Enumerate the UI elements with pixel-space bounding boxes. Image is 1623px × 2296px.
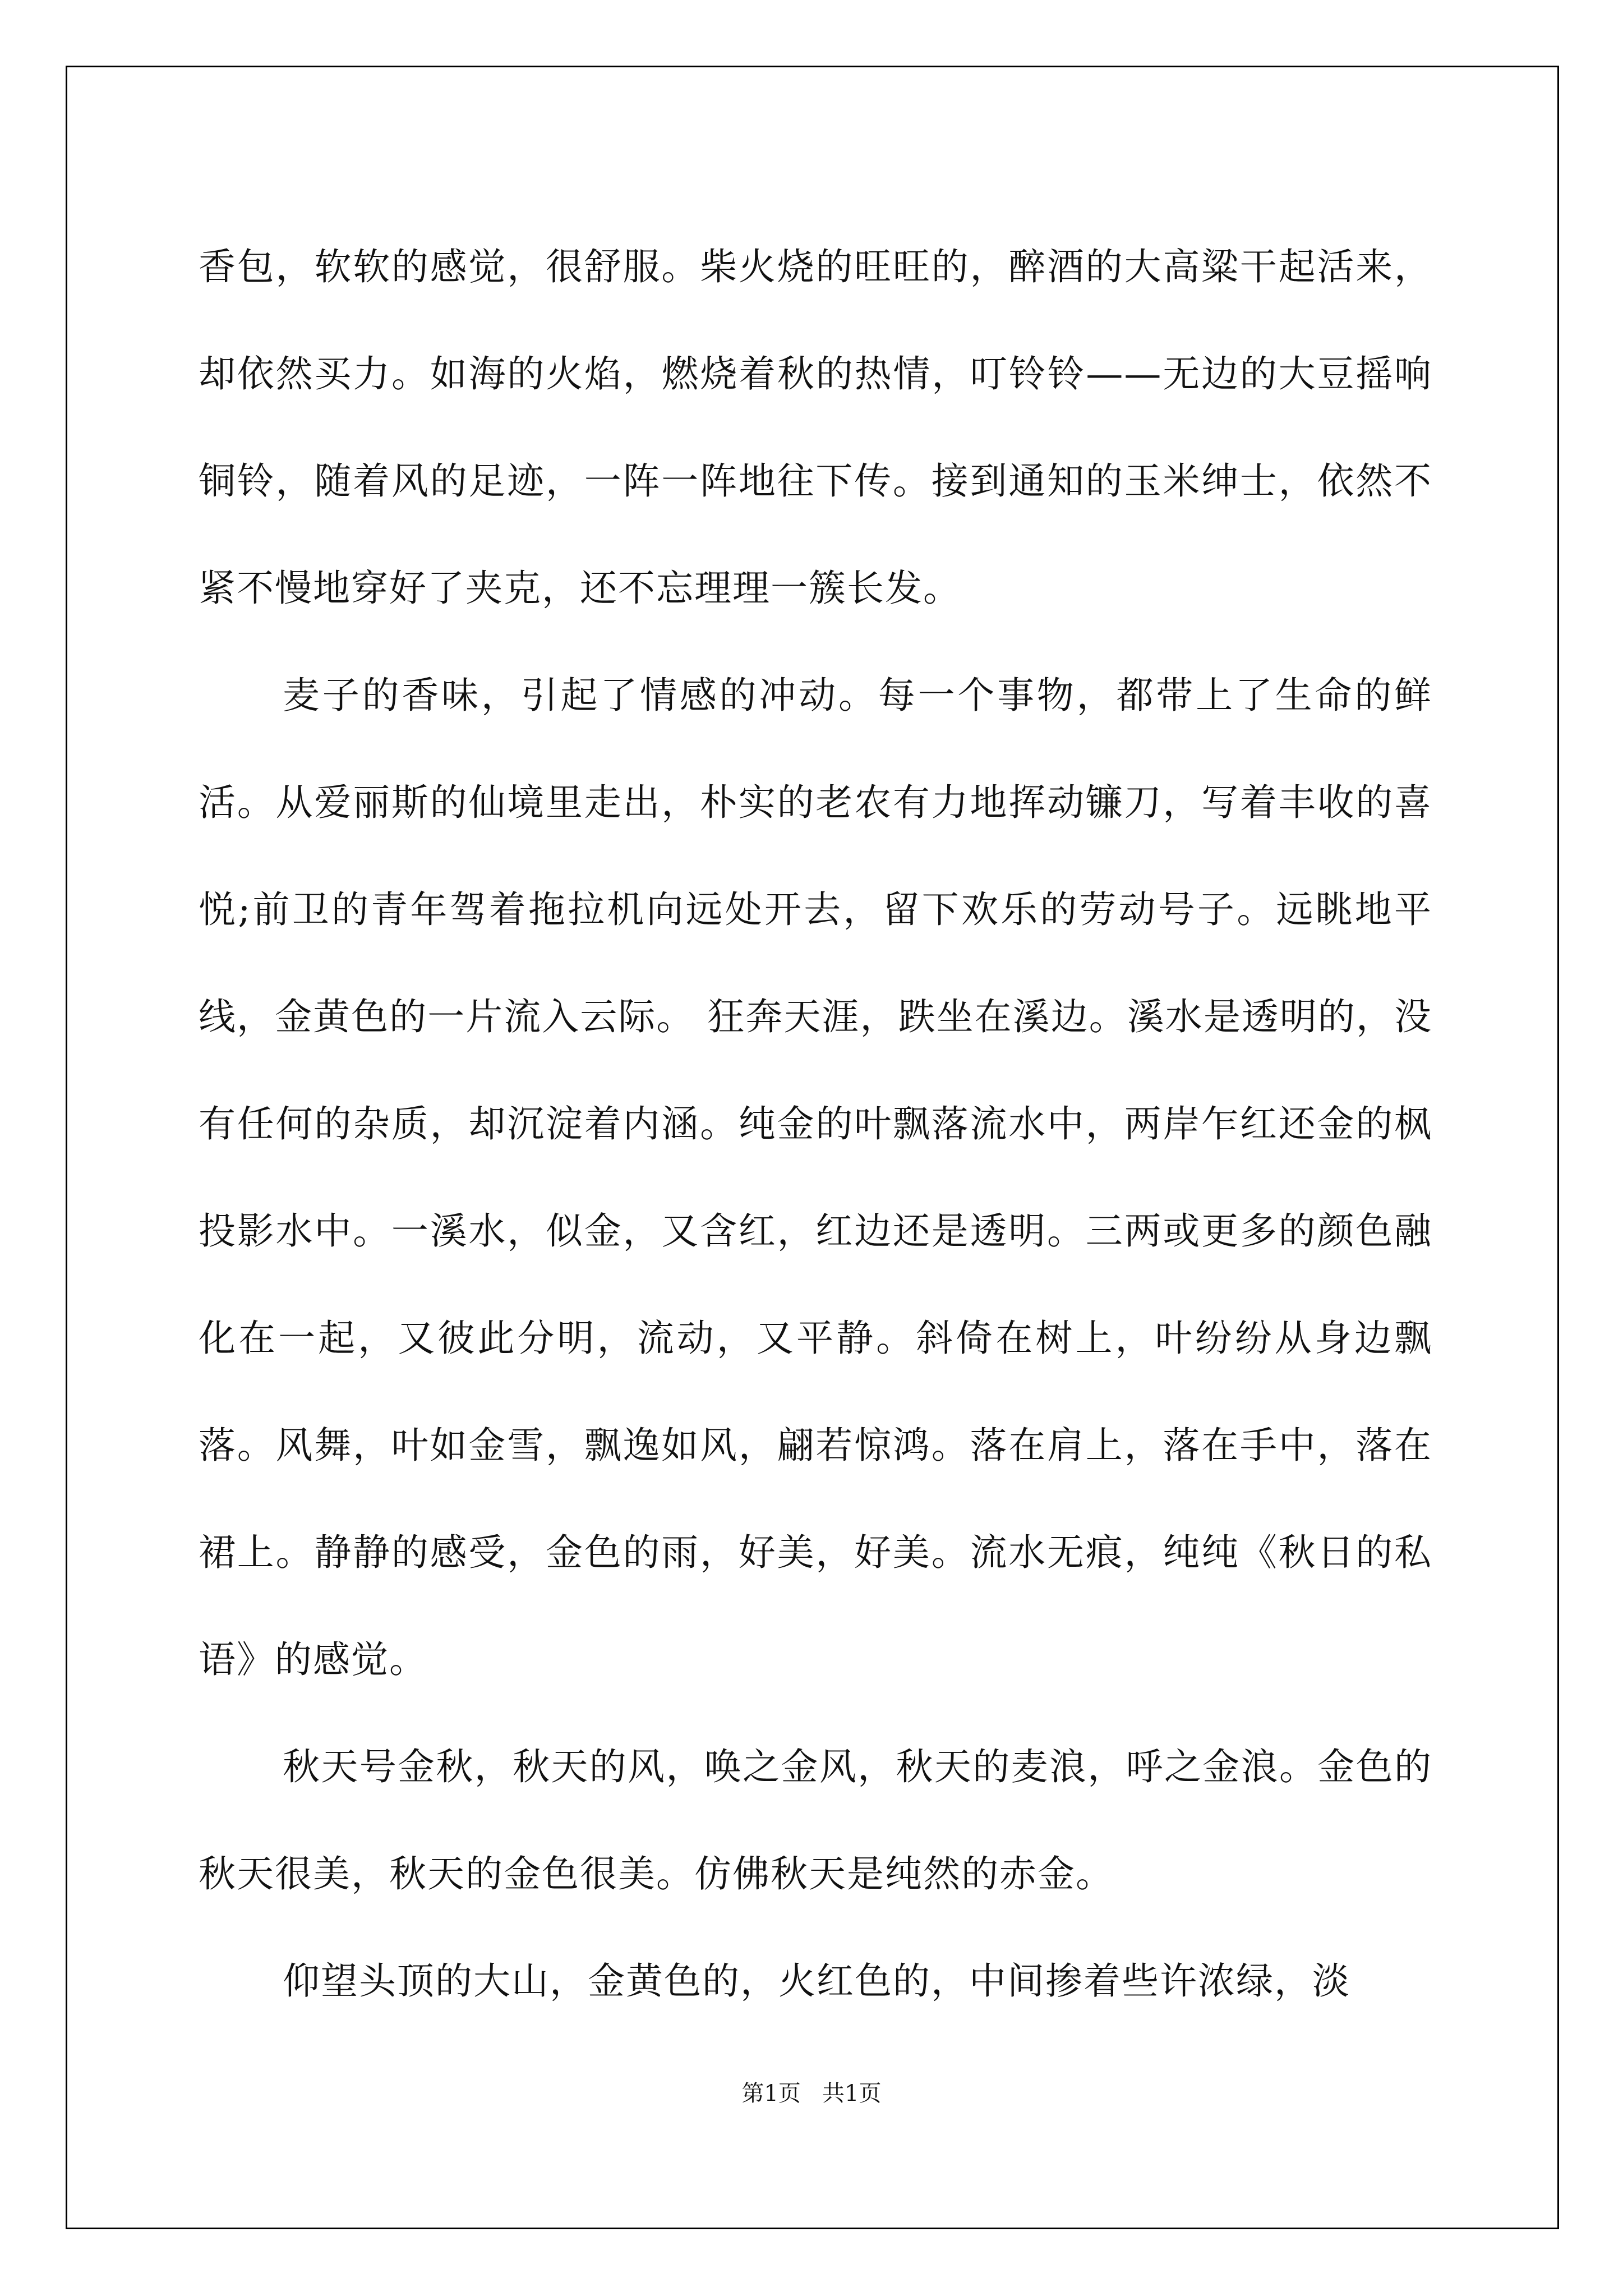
- document-body: [199, 213, 1432, 2035]
- paragraph: 麦子的香味，引起了情感的冲动。每一个事物，都带上了生命的鲜活。从爱丽斯的仙境里走出，朴实的老农有力地挥动镰刀，写着丰收的喜悦;前卫的青年驾着拖拉机向远处开去，留下欢乐的劳动号子。远眺地平线，金黄色的一片流入云际。 狂奔天涯，跌坐在溪边。溪水是透明的，没有任何的杂质，却沉淀着内涵。纯金的叶飘落流水中，两岸乍红还金的枫投影水中。一溪水，似金，又含红，红边还是透明。三两或更多的颜色融化在一起，又彼此分明，流动，又平静。斜倚在树上，叶纷纷从身边飘落。风舞，叶如金雪，飘逸如风，翩若惊鸿。落在肩上，落在手中，落在裙上。静静的感受，金色的雨，好美，好美。流水无痕，纯纯《秋日的私语》的感觉。: [199, 674, 1432, 1681]
- paragraph: 仰望头顶的大山，金黄色的，火红色的，中间掺着些许浓绿，淡: [283, 1959, 1350, 2003]
- paragraph: 香包，软软的感觉，很舒服。柴火烧的旺旺的，醉酒的大高粱干起活来，却依然买力。如海的火焰，燃烧着秋的热情，叮铃铃——无边的大豆摇响铜铃，随着风的足迹，一阵一阵地往下传。接到通知的玉米绅士，依然不紧不慢地穿好了夹克，还不忘理理一簇长发。: [199, 245, 1432, 610]
- page-number-footer: 第1页 共1页: [741, 2081, 882, 2106]
- paragraph: 秋天号金秋，秋天的风，唤之金风，秋天的麦浪，呼之金浪。金色的秋天很美，秋天的金色很美。仿佛秋天是纯然的赤金。: [199, 1745, 1432, 1895]
